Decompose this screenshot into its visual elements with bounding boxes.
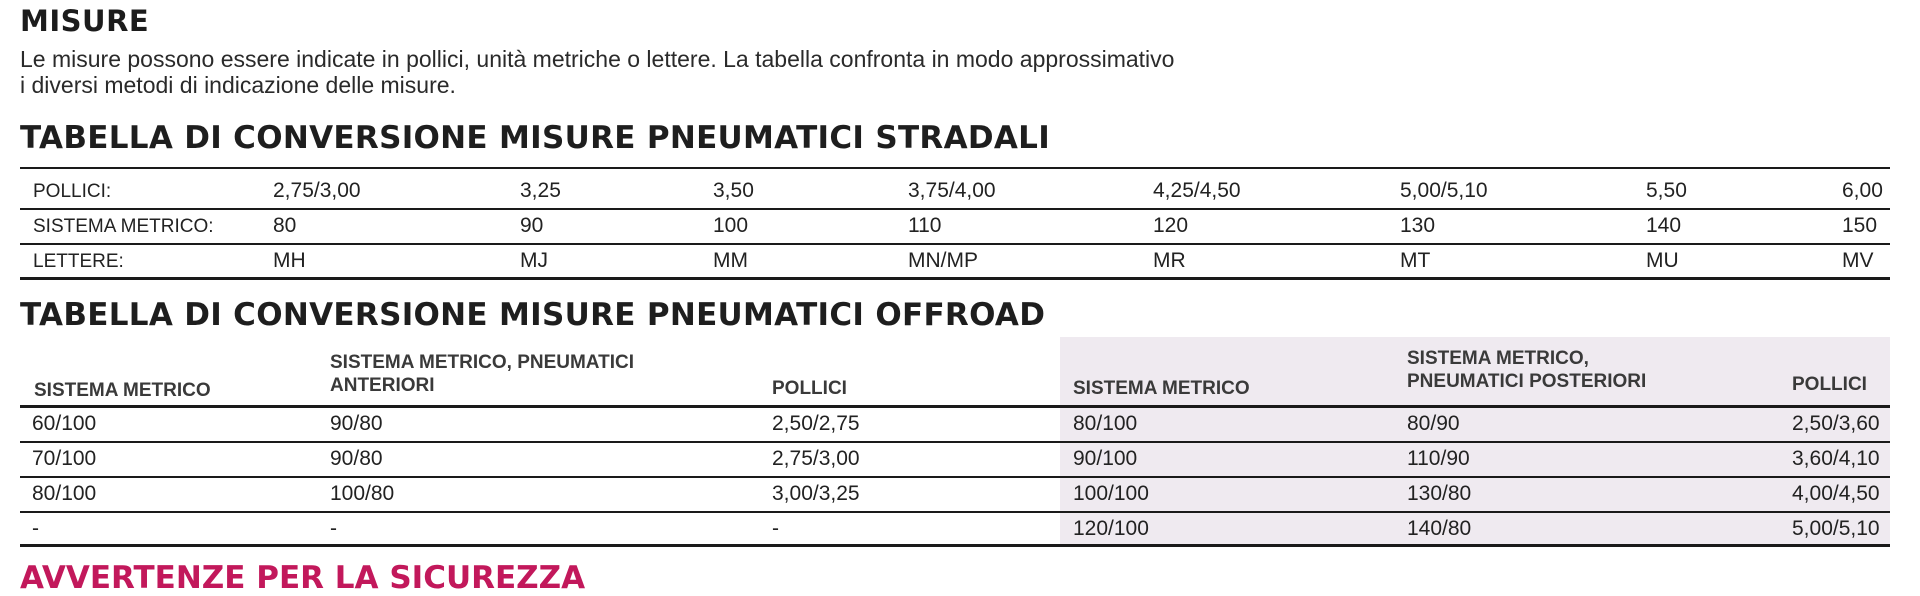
table-row-inches xyxy=(20,176,1890,208)
header-rear-inches: POLLICI xyxy=(1792,374,1867,395)
offroad-table-title: TABELLA DI CONVERSIONE MISURE PNEUMATICI OFFROAD xyxy=(20,297,1046,333)
road-table-title: TABELLA DI CONVERSIONE MISURE PNEUMATICI STRADALI xyxy=(20,120,1051,156)
table-cell: 2,50/3,60 xyxy=(1792,412,1880,435)
header-line: PNEUMATICI POSTERIORI xyxy=(1407,371,1647,392)
table-cell: 4,25/4,50 xyxy=(1153,179,1241,202)
table-cell: MH xyxy=(273,249,306,272)
header-front-inches: POLLICI xyxy=(772,378,847,399)
row-label: POLLICI: xyxy=(33,181,112,202)
intro-paragraph xyxy=(20,46,1580,98)
table-cell: 2,50/2,75 xyxy=(772,412,860,435)
row-label: SISTEMA METRICO: xyxy=(33,216,214,237)
table-cell: 6,00 xyxy=(1842,179,1883,202)
table-cell: 90/100 xyxy=(1073,447,1138,470)
table-cell: 100/100 xyxy=(1073,482,1149,505)
table-cell: 5,00/5,10 xyxy=(1400,179,1488,202)
table-cell: 3,60/4,10 xyxy=(1792,447,1880,470)
page-title: MISURE xyxy=(20,4,150,38)
table-row xyxy=(20,442,1890,476)
header-line: SISTEMA METRICO, PNEUMATICI xyxy=(330,352,634,373)
row-label: LETTERE: xyxy=(33,251,124,272)
table-cell: MU xyxy=(1646,249,1679,272)
table-cell: 80 xyxy=(273,214,297,237)
table-cell: 3,00/3,25 xyxy=(772,482,860,505)
table-cell: 90/80 xyxy=(330,412,383,435)
table-cell: MT xyxy=(1400,249,1431,272)
table-cell: 90/80 xyxy=(330,447,383,470)
table-cell: 140 xyxy=(1646,214,1682,237)
table-row-letters xyxy=(20,246,1890,278)
table-cell: 130/80 xyxy=(1407,482,1472,505)
table-cell: 2,75/3,00 xyxy=(273,179,361,202)
table-cell: MJ xyxy=(520,249,548,272)
intro-line-1: Le misure possono essere indicate in pollici, unità metriche o lettere. La tabella confronta in modo approssimativo xyxy=(20,46,1175,72)
table-cell: 120 xyxy=(1153,214,1189,237)
table-row xyxy=(20,512,1890,546)
table-cell: 5,50 xyxy=(1646,179,1687,202)
table-rule xyxy=(20,208,1890,210)
table-cell: 110/90 xyxy=(1407,447,1470,470)
table-cell: 3,50 xyxy=(713,179,754,202)
table-rule xyxy=(20,544,1890,547)
table-row xyxy=(20,477,1890,511)
table-cell: - xyxy=(32,517,39,540)
header-front-metric: SISTEMA METRICO xyxy=(34,380,211,401)
header-line: ANTERIORI xyxy=(330,375,435,396)
table-cell: 140/80 xyxy=(1407,517,1472,540)
table-cell: 90 xyxy=(520,214,544,237)
table-cell: 120/100 xyxy=(1073,517,1149,540)
table-cell: 60/100 xyxy=(32,412,97,435)
table-cell: 4,00/4,50 xyxy=(1792,482,1880,505)
table-cell: 80/100 xyxy=(1073,412,1138,435)
table-cell: 5,00/5,10 xyxy=(1792,517,1880,540)
header-rear-metric: SISTEMA METRICO xyxy=(1073,378,1250,399)
intro-line-2: i diversi metodi di indicazione delle misure. xyxy=(20,72,456,98)
table-cell: 3,25 xyxy=(520,179,561,202)
table-row xyxy=(20,407,1890,441)
table-cell: 3,75/4,00 xyxy=(908,179,996,202)
table-cell: - xyxy=(772,517,779,540)
header-rear-metric-tyres xyxy=(1407,347,1646,393)
table-cell: 150 xyxy=(1842,214,1878,237)
table-cell: - xyxy=(330,517,337,540)
table-cell: 2,75/3,00 xyxy=(772,447,860,470)
table-cell: MN/MP xyxy=(908,249,978,272)
table-cell: 100 xyxy=(713,214,749,237)
table-cell: 130 xyxy=(1400,214,1436,237)
offroad-conversion-table xyxy=(20,337,1890,547)
header-line: SISTEMA METRICO, xyxy=(1407,348,1589,369)
table-rule xyxy=(20,277,1890,280)
table-cell: 110 xyxy=(908,214,942,237)
table-cell: 80/100 xyxy=(32,482,97,505)
table-cell: 100/80 xyxy=(330,482,395,505)
table-rule xyxy=(20,167,1890,169)
table-cell: MM xyxy=(713,249,748,272)
table-row-metric xyxy=(20,211,1890,243)
header-front-metric-tyres xyxy=(330,351,634,397)
safety-warning-heading: AVVERTENZE PER LA SICUREZZA xyxy=(20,560,586,596)
table-cell: 80/90 xyxy=(1407,412,1460,435)
table-cell: MR xyxy=(1153,249,1186,272)
table-rule xyxy=(20,243,1890,245)
table-cell: MV xyxy=(1842,249,1874,272)
table-cell: 70/100 xyxy=(32,447,97,470)
